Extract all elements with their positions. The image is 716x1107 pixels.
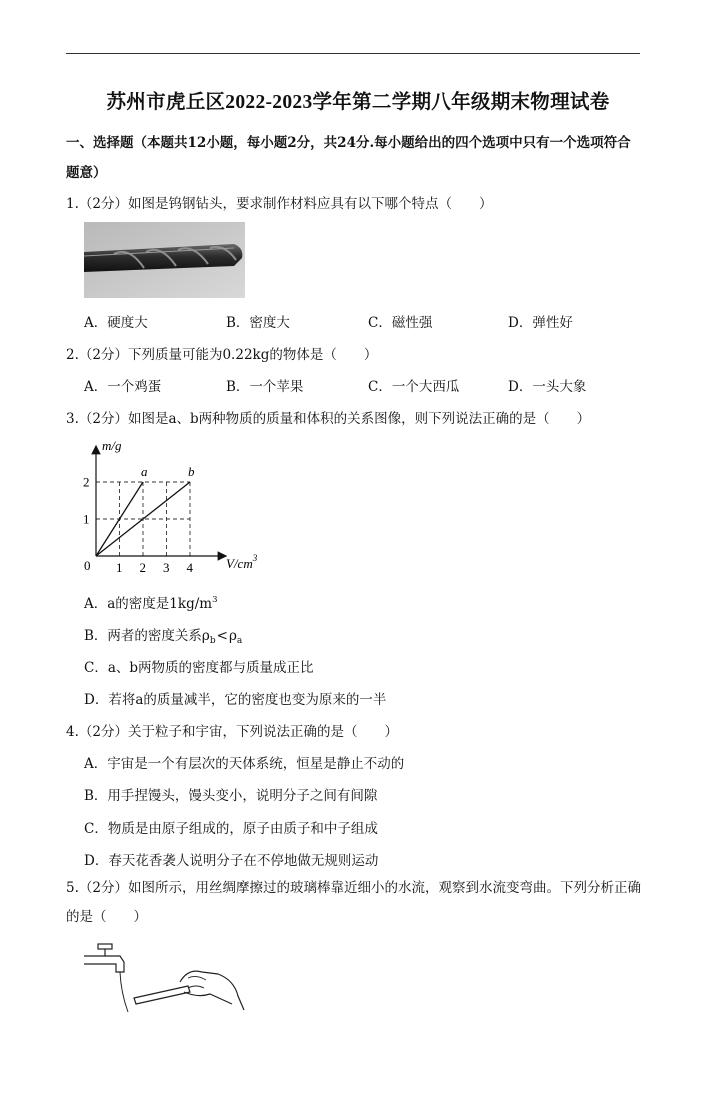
series-label-a: a (141, 464, 148, 479)
q3-option-b-sub1: b (209, 636, 216, 646)
faucet-pipe (84, 956, 124, 972)
origin-label: 0 (84, 558, 91, 573)
y-tick-label-2: 2 (83, 474, 90, 490)
x-axis-label: $V/cm^3$ (226, 553, 258, 571)
q3-option-b[interactable] (84, 624, 242, 646)
question-5-stem: 5.（2分）如图所示，用丝绸摩擦过的玻璃棒靠近细小的水流，观察到水流变弯曲。下列分析正确的是（ ） (66, 880, 641, 925)
q2-option-c[interactable]: C．一个大西瓜 (368, 379, 460, 395)
x-tick-label-1: 1 (116, 560, 123, 575)
y-axis-label: m/g (102, 438, 122, 453)
page-title: 苏州市虎丘区2022-2023学年第二学期八年级期末物理试卷 (106, 92, 610, 113)
faucet-handle (98, 944, 112, 949)
q1-option-d[interactable]: D．弹性好 (508, 315, 573, 331)
graph-series (96, 464, 195, 556)
q3-option-b-text: B．两者的密度关系ρ (84, 628, 210, 644)
section-heading: 一、选择题（本题共12小题，每小题2分，共24分.每小题给出的四个选项中只有一个选项符合题意） (66, 135, 631, 181)
y-tick-label-1: 1 (83, 511, 90, 527)
q3-option-b-lt: < (216, 628, 228, 644)
q4-option-d[interactable]: D．春天花香袭人说明分子在不停地做无规则运动 (84, 853, 379, 869)
q2-option-d[interactable]: D．一头大象 (508, 379, 587, 395)
question-2-stem: 2.（2分）下列质量可能为0.22kg的物体是（ ） (66, 347, 378, 363)
q3-option-a-sup: 3 (212, 595, 218, 605)
glass-rod (134, 986, 190, 1004)
q3-option-d[interactable]: D．若将a的质量减半，它的密度也变为原来的一半 (84, 692, 387, 708)
q1-option-c[interactable]: C．磁性强 (368, 315, 433, 331)
q1-option-b[interactable]: B．密度大 (226, 315, 290, 331)
question-1-stem: 1.（2分）如图是钨钢钻头，要求制作材料应具有以下哪个特点（ ） (66, 196, 493, 212)
mass-volume-graph (80, 438, 270, 580)
q3-option-c[interactable]: C．a、b两物质的密度都与质量成正比 (84, 660, 314, 676)
q3-option-a-text: A．a的密度是1kg/m (84, 596, 213, 612)
q4-option-c[interactable]: C．物质是由原子组成的，原子由质子和中子组成 (84, 821, 378, 837)
x-tick-label-3: 3 (163, 560, 170, 575)
q2-option-b[interactable]: B．一个苹果 (226, 379, 304, 395)
q4-option-a[interactable]: A．宇宙是一个有层次的天体系统，恒星是静止不动的 (84, 756, 405, 772)
faucet-glass-rod-image (84, 938, 252, 1014)
header-rule (66, 53, 640, 54)
q3-option-a[interactable] (84, 592, 217, 612)
question-3-stem: 3.（2分）如图是a、b两种物质的质量和体积的关系图像，则下列说法正确的是（ ） (66, 411, 591, 427)
x-tick-label-2: 2 (139, 560, 146, 575)
question-4-stem: 4.（2分）关于粒子和宇宙，下列说法正确的是（ ） (66, 724, 398, 740)
q1-option-a[interactable]: A．硬度大 (84, 315, 148, 331)
q2-option-a[interactable]: A．一个鸡蛋 (84, 379, 162, 395)
drill-bit-image (84, 222, 245, 298)
series-label-b: b (188, 464, 195, 479)
x-tick-label-4: 4 (186, 560, 193, 575)
q4-option-b[interactable]: B．用手捏馒头，馒头变小，说明分子之间有间隙 (84, 788, 378, 804)
q3-option-b-rho: ρ (228, 628, 237, 644)
water-stream (120, 972, 128, 1012)
q3-option-b-sub2: a (236, 636, 243, 646)
